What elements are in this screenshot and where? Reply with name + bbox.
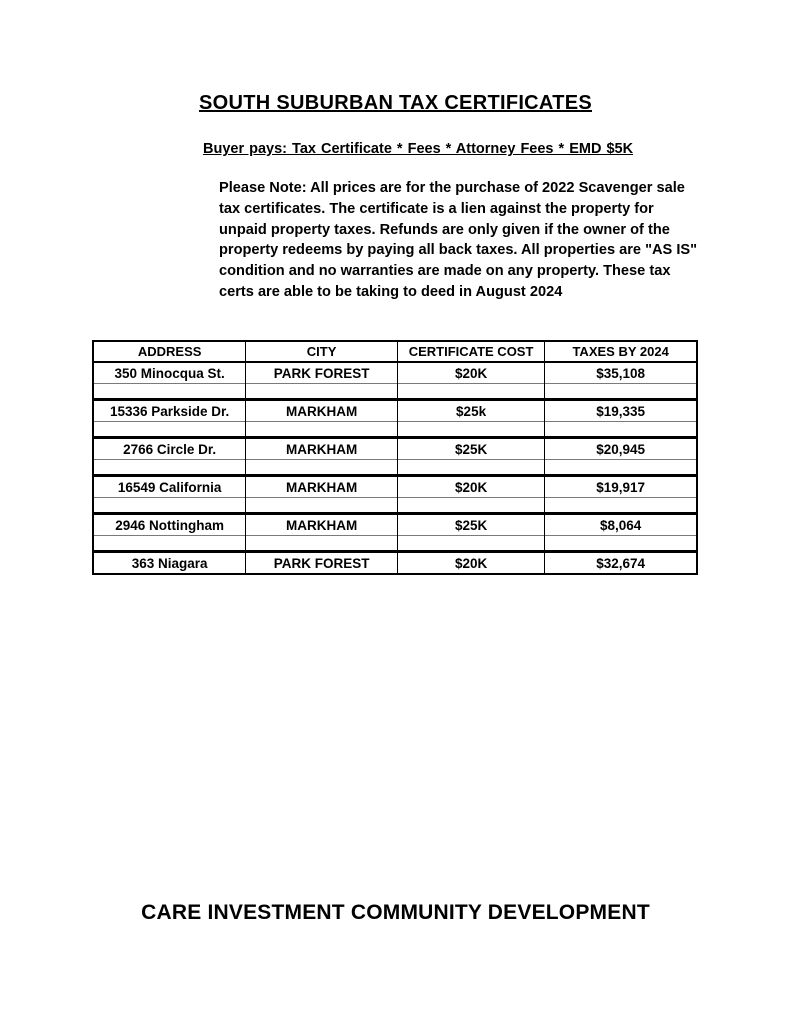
note-line: unpaid property taxes. Refunds are only given if the owner of the (219, 221, 670, 238)
empty-cell (545, 498, 697, 514)
table-row (93, 400, 697, 422)
cell-cost: $25K (397, 514, 544, 536)
properties-table (92, 340, 698, 575)
cell-taxes: $32,674 (545, 552, 697, 575)
empty-cell (246, 536, 398, 552)
empty-cell (246, 498, 398, 514)
empty-cell (246, 460, 398, 476)
empty-cell (93, 422, 246, 438)
empty-cell (397, 498, 544, 514)
empty-cell (545, 536, 697, 552)
note-line: Please Note: All prices are for the purchase of 2022 Scavenger sale (219, 180, 685, 196)
cell-address: 350 Minocqua St. (93, 362, 246, 384)
empty-cell (397, 460, 544, 476)
header-address: ADDRESS (93, 341, 246, 362)
cell-city: PARK FOREST (246, 552, 398, 575)
spacer-row (93, 384, 697, 400)
cell-address: 2946 Nottingham (93, 514, 246, 536)
cell-address: 15336 Parkside Dr. (93, 400, 246, 422)
cell-cost: $25k (397, 400, 544, 422)
note-paragraph (219, 178, 697, 303)
cell-cost: $25K (397, 438, 544, 460)
page-title: SOUTH SUBURBAN TAX CERTIFICATES (198, 92, 592, 114)
table-row (93, 552, 697, 575)
cell-city: MARKHAM (246, 400, 398, 422)
empty-cell (545, 422, 697, 438)
empty-cell (93, 498, 246, 514)
table-header-row (93, 341, 697, 362)
table-row (93, 476, 697, 498)
note-line: tax certificates. The certificate is a lien against the property for (219, 200, 654, 217)
cell-cost: $20K (397, 476, 544, 498)
cell-taxes: $35,108 (545, 362, 697, 384)
table-row (93, 514, 697, 536)
spacer-row (93, 498, 697, 514)
table-row (93, 362, 697, 384)
header-certificate-cost: CERTIFICATE COST (397, 341, 544, 362)
cell-address: 16549 California (93, 476, 246, 498)
cell-city: MARKHAM (246, 476, 398, 498)
empty-cell (545, 384, 697, 400)
header-city: CITY (246, 341, 398, 362)
cell-taxes: $19,917 (545, 476, 697, 498)
spacer-row (93, 536, 697, 552)
cell-city: PARK FOREST (246, 362, 398, 384)
empty-cell (397, 536, 544, 552)
empty-cell (246, 384, 398, 400)
cell-address: 363 Niagara (93, 552, 246, 575)
spacer-row (93, 460, 697, 476)
empty-cell (545, 460, 697, 476)
cell-taxes: $19,335 (545, 400, 697, 422)
note-line: property redeems by paying all back taxes. All properties are "AS IS" (219, 242, 698, 259)
cell-address: 2766 Circle Dr. (93, 438, 246, 460)
cell-city: MARKHAM (246, 438, 398, 460)
cell-taxes: $8,064 (545, 514, 697, 536)
table-row (93, 438, 697, 460)
empty-cell (93, 460, 246, 476)
footer-company-name: CARE INVESTMENT COMMUNITY DEVELOPMENT (141, 901, 650, 924)
note-line: certs are able to be taking to deed in August 2024 (219, 283, 563, 300)
empty-cell (93, 384, 246, 400)
empty-cell (93, 536, 246, 552)
empty-cell (397, 422, 544, 438)
cell-taxes: $20,945 (545, 438, 697, 460)
header-taxes-by-2024: TAXES BY 2024 (545, 341, 697, 362)
spacer-row (93, 422, 697, 438)
cell-cost: $20K (397, 362, 544, 384)
cell-cost: $20K (397, 552, 544, 575)
empty-cell (246, 422, 398, 438)
cell-city: MARKHAM (246, 514, 398, 536)
buyer-pays-line: Buyer pays: Tax Certificate * Fees * Attorney Fees * EMD $5K (203, 141, 634, 157)
empty-cell (397, 384, 544, 400)
note-line: condition and no warranties are made on any property. These tax (219, 263, 671, 280)
